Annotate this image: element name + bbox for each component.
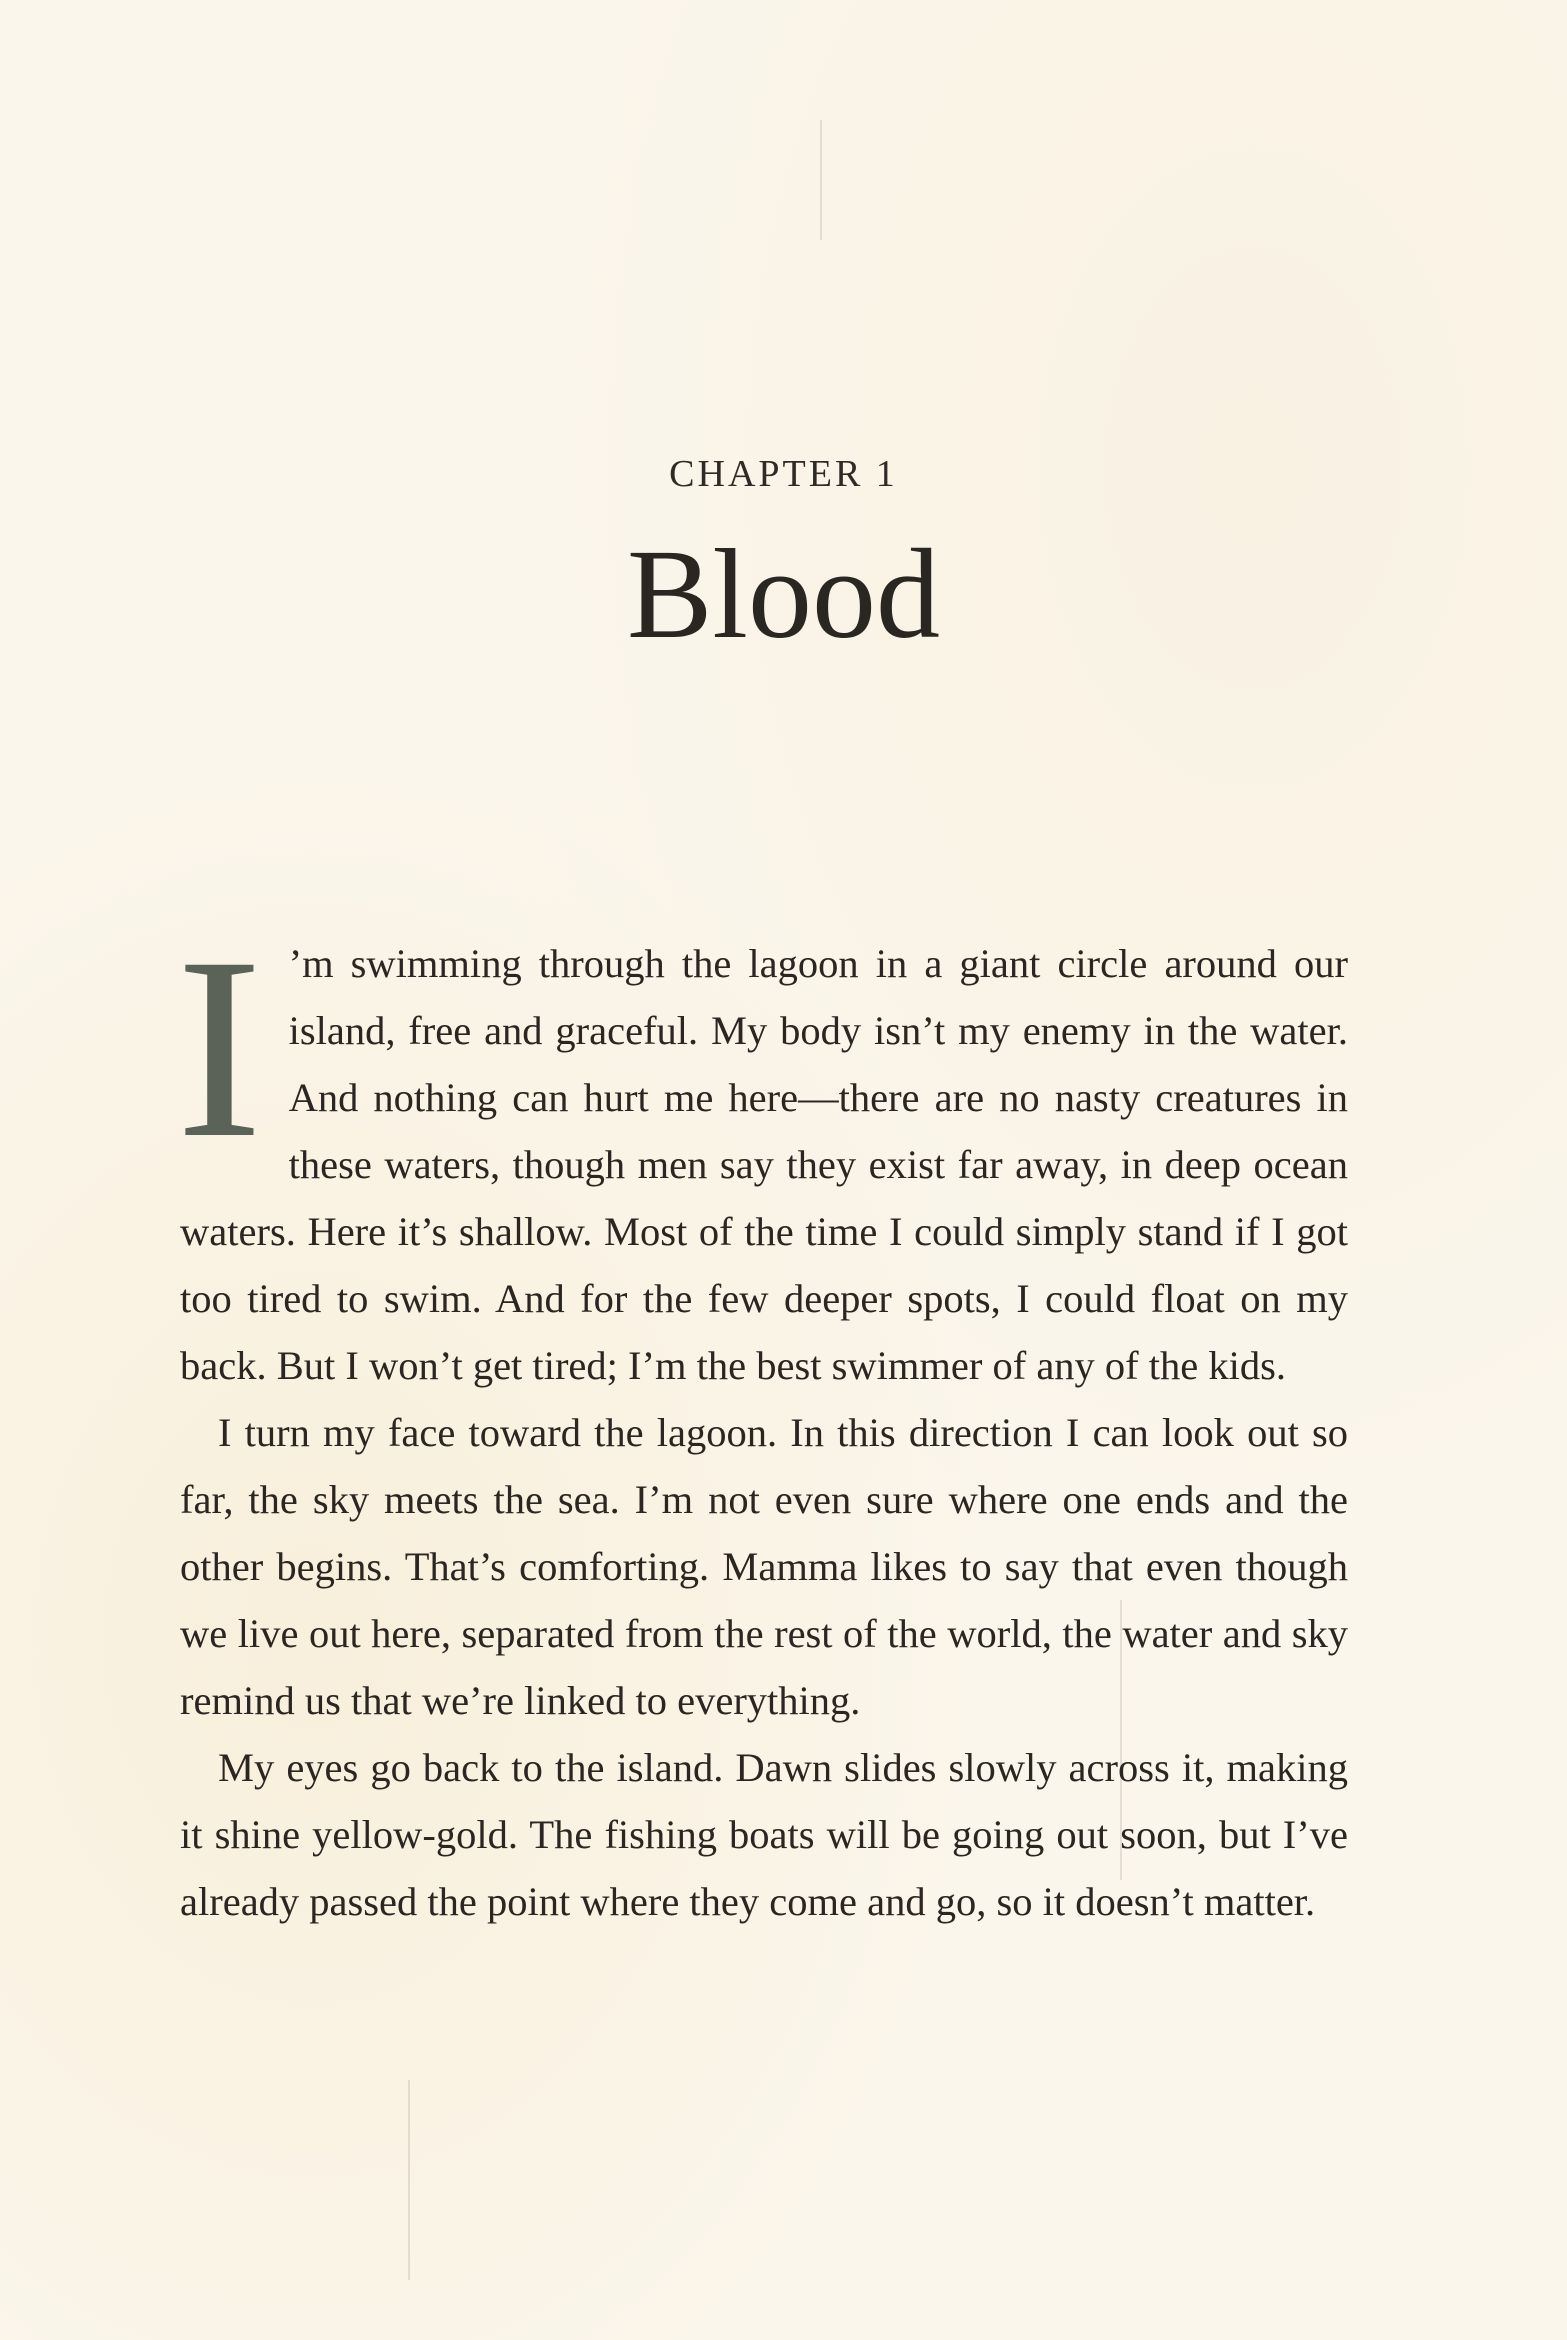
page-crease [408, 2080, 410, 2280]
paragraph-3: My eyes go back to the island. Dawn slides slowly across it, making it shine yellow-gold. The fishing boats will be going out soon, but I’ve already passed the point where they come and go, so it doesn’t matter. [180, 1745, 1348, 1924]
paragraph-1-text: ’m swimming through the lagoon in a giant circle around our island, free and graceful. My body isn’t my enemy in the water. And nothing can hurt me here—there are no nasty creatures in these waters, though men say they exist far away, in deep ocean waters. Here it’s shallow. Most of the time I could simply stand if I got too tired to swim. And for the few deeper spots, I could float on my back. But I won’t get tired; I’m the best swimmer of any of the kids. [180, 941, 1348, 1388]
chapter-title: Blood [627, 523, 940, 665]
page-crease [820, 120, 822, 240]
paragraph-1 [176, 904, 1348, 1399]
drop-cap: I [176, 904, 263, 1192]
paragraph-2: I turn my face toward the lagoon. In this direction I can look out so far, the sky meets the sea. I’m not even sure where one ends and the other begins. That’s comforting. Mamma likes to say that even though we live out here, separated from the rest of the world, the water and sky remind us that we’re linked to everything. [180, 1410, 1348, 1723]
chapter-label: CHAPTER 1 [669, 453, 898, 495]
chapter-body [176, 904, 1348, 1935]
